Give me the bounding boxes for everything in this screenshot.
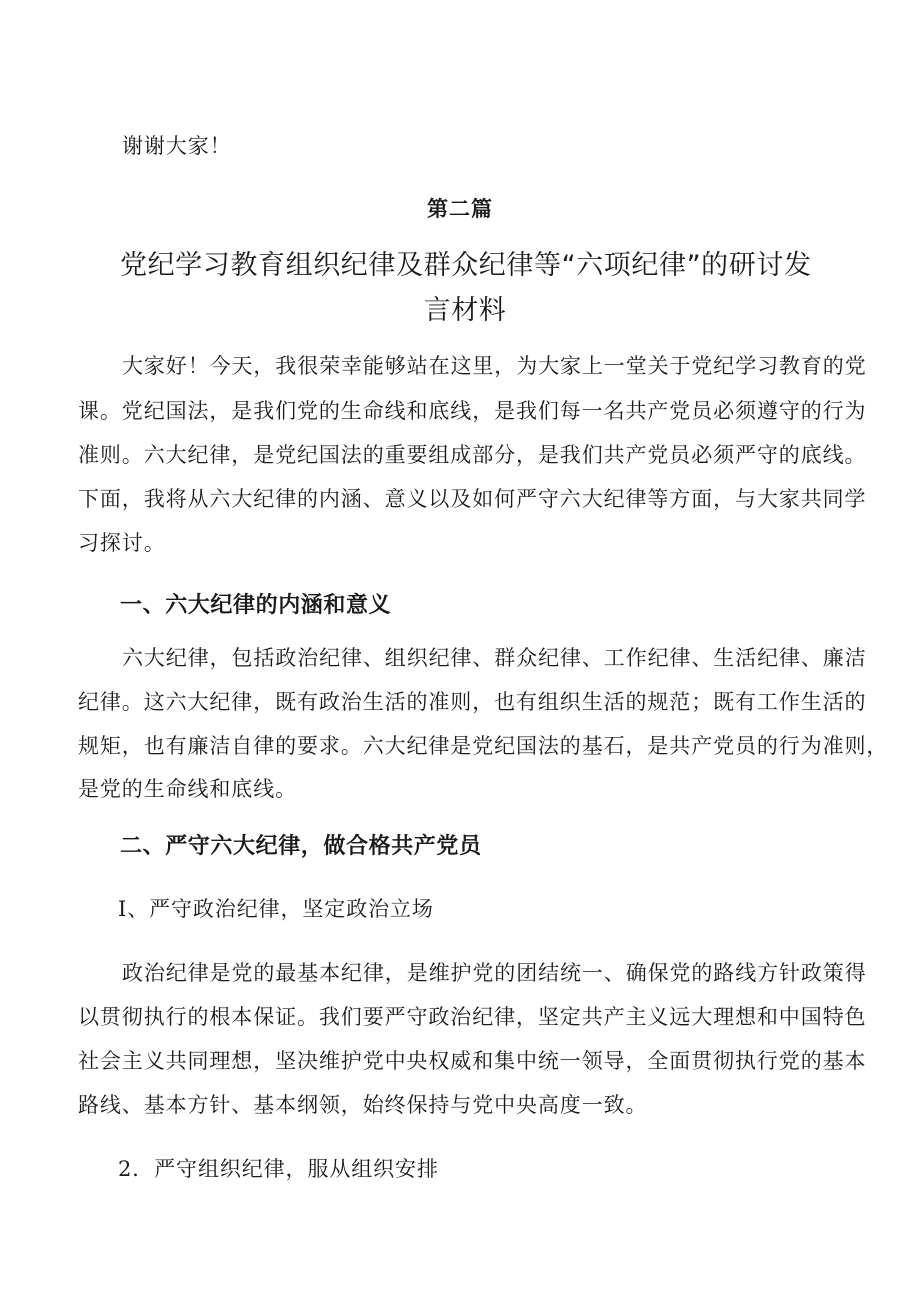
intro-line: 准则。六大纪律，是党纪国法的重要组成部分，是我们共产党员必须严守的底线。 (78, 443, 867, 467)
closing-remark: 谢谢大家！ (122, 134, 232, 158)
subsection-heading: Ⅰ、严守政治纪律，坚定政治立场 (118, 897, 434, 921)
subsection-heading: 2．严守组织纪律，服从组织安排 (118, 1157, 439, 1181)
document-title (120, 243, 810, 333)
sub1-line: 路线、基本方针、基本纲领，始终保持与党中央高度一致。 (78, 1093, 648, 1117)
section1-line: 规矩，也有廉洁自律的要求。六大纪律是党纪国法的基石，是共产党员的行为准则， (78, 734, 889, 758)
intro-line: 下面，我将从六大纪律的内涵、意义以及如何严守六大纪律等方面，与大家共同学 (78, 487, 867, 511)
section1-line: 是党的生命线和底线。 (78, 777, 297, 801)
intro-line: 大家好！今天，我很荣幸能够站在这里，为大家上一堂关于党纪学习教育的党 (122, 354, 867, 378)
section-heading: 二、严守六大纪律，做合格共产党员 (120, 834, 482, 859)
intro-line: 课。党纪国法，是我们党的生命线和底线，是我们每一名共产党员必须遵守的行为 (78, 399, 867, 423)
sub1-line: 政治纪律是党的最基本纪律，是维护党的团结统一、确保党的路线方针政策得 (122, 961, 867, 985)
title-line: 言材料 (423, 295, 507, 326)
section-heading: 一、六大纪律的内涵和意义 (120, 593, 392, 618)
sub1-line: 以贯彻执行的根本保证。我们要严守政治纪律，坚定共产主义远大理想和中国特色 (78, 1005, 867, 1029)
section1-line: 六大纪律，包括政治纪律、组织纪律、群众纪律、工作纪律、生活纪律、廉洁 (122, 646, 867, 670)
sub1-line: 社会主义共同理想，坚决维护党中央权威和集中统一领导，全面贯彻执行党的基本 (78, 1049, 867, 1073)
title-line: 党纪学习教育组织纪律及群众纪律等“六项纪律”的研讨发 (120, 250, 812, 281)
chapter-label: 第二篇 (427, 197, 493, 221)
section1-line: 纪律。这六大纪律，既有政治生活的准则，也有组织生活的规范；既有工作生活的 (78, 690, 867, 714)
intro-line: 习探讨。 (78, 531, 166, 555)
